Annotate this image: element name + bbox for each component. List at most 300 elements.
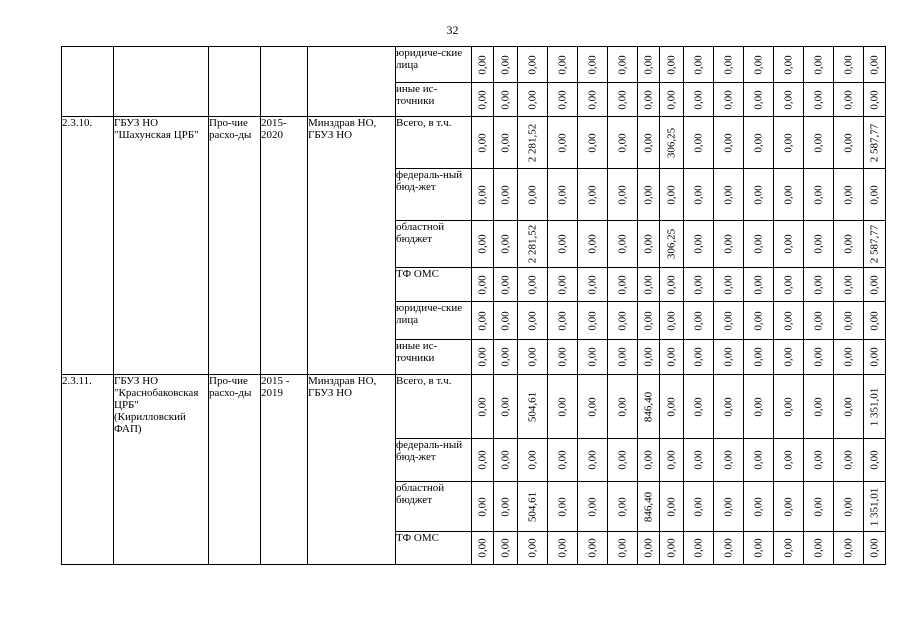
value-text: 0,00 [556, 396, 568, 417]
value-cell [548, 169, 578, 221]
value-cell [518, 117, 548, 169]
value-text: 0,00 [499, 274, 511, 295]
value-text: 0,00 [476, 184, 488, 205]
value-text: 2 281,52 [526, 224, 538, 264]
value-cell [548, 47, 578, 83]
value-text: 0,00 [722, 184, 734, 205]
value-cell [804, 83, 834, 117]
value-cell [864, 302, 886, 340]
value-text: 0,00 [616, 234, 628, 254]
value-cell [494, 340, 518, 375]
value-text: 0,00 [782, 234, 794, 254]
source-cell: юридиче-ские лица [396, 302, 472, 340]
table-row [62, 375, 886, 439]
value-text: 0,00 [556, 450, 568, 470]
value-text: 0,00 [868, 89, 880, 110]
value-cell [548, 268, 578, 302]
value-cell [864, 532, 886, 565]
value-text: 0,00 [476, 538, 488, 558]
value-text: 0,00 [616, 89, 628, 110]
value-cell [714, 83, 744, 117]
value-text: 0,00 [812, 396, 824, 417]
value-text: 0,00 [868, 538, 880, 558]
value-text: 0,00 [752, 310, 764, 331]
value-text: 0,00 [812, 234, 824, 254]
value-text: 0,00 [842, 184, 854, 205]
value-text: 0,00 [782, 496, 794, 517]
value-text: 0,00 [556, 89, 568, 110]
value-text: 0,00 [692, 132, 704, 153]
value-cell [578, 83, 608, 117]
value-cell [494, 439, 518, 482]
value-cell [518, 340, 548, 375]
value-cell [494, 117, 518, 169]
value-cell [834, 268, 864, 302]
value-cell [578, 268, 608, 302]
value-cell [660, 439, 684, 482]
value-text: 0,00 [586, 347, 598, 367]
value-cell [744, 268, 774, 302]
value-cell [864, 439, 886, 482]
value-cell [494, 375, 518, 439]
value-text: 0,00 [586, 89, 598, 110]
value-text: 0,00 [499, 396, 511, 417]
value-text: 0,00 [692, 184, 704, 205]
value-cell [714, 375, 744, 439]
value-text: 0,00 [752, 496, 764, 517]
value-cell [714, 302, 744, 340]
value-cell [608, 439, 638, 482]
source-cell: областной бюджет [396, 482, 472, 532]
value-text: 0,00 [692, 496, 704, 517]
value-cell [804, 117, 834, 169]
value-cell [864, 268, 886, 302]
value-cell [804, 482, 834, 532]
value-text: 0,00 [842, 396, 854, 417]
value-text: 0,00 [812, 310, 824, 331]
value-text: 0,00 [842, 274, 854, 295]
value-cell [660, 169, 684, 221]
value-cell [804, 169, 834, 221]
value-text: 0,00 [556, 538, 568, 558]
value-text: 0,00 [692, 54, 704, 75]
value-cell [548, 117, 578, 169]
value-cell [744, 221, 774, 268]
value-text: 0,00 [665, 347, 677, 367]
value-cell [578, 117, 608, 169]
value-text: 0,00 [476, 496, 488, 517]
value-text: 0,00 [868, 274, 880, 295]
value-cell [638, 169, 660, 221]
value-cell [684, 302, 714, 340]
value-text: 846,40 [642, 391, 654, 422]
value-cell [472, 302, 494, 340]
value-cell [804, 532, 834, 565]
value-text: 0,00 [556, 184, 568, 205]
value-cell [638, 268, 660, 302]
value-cell [684, 47, 714, 83]
value-cell [684, 375, 714, 439]
value-text: 0,00 [526, 538, 538, 558]
value-cell [684, 221, 714, 268]
value-text: 0,00 [476, 234, 488, 254]
executor-cell [308, 47, 396, 117]
value-cell [744, 482, 774, 532]
value-text: 0,00 [556, 496, 568, 517]
value-text: 306,25 [665, 228, 677, 260]
value-text: 0,00 [812, 54, 824, 75]
value-cell [578, 340, 608, 375]
value-cell [472, 169, 494, 221]
value-text: 0,00 [586, 234, 598, 254]
value-text: 0,00 [842, 450, 854, 470]
value-text: 0,00 [642, 538, 654, 558]
value-cell [660, 117, 684, 169]
value-cell [608, 375, 638, 439]
value-text: 0,00 [476, 132, 488, 153]
value-cell [472, 47, 494, 83]
value-cell [804, 268, 834, 302]
value-text: 0,00 [616, 396, 628, 417]
value-cell [804, 221, 834, 268]
value-cell [684, 439, 714, 482]
value-text: 0,00 [499, 132, 511, 153]
value-text: 0,00 [499, 234, 511, 254]
value-cell [518, 532, 548, 565]
value-cell [578, 302, 608, 340]
value-cell [744, 532, 774, 565]
value-text: 0,00 [812, 450, 824, 470]
value-cell [714, 482, 744, 532]
value-text: 0,00 [868, 310, 880, 331]
page-number: 32 [446, 23, 459, 37]
value-cell [660, 302, 684, 340]
value-text: 0,00 [586, 184, 598, 205]
value-cell [518, 268, 548, 302]
value-text: 0,00 [499, 347, 511, 367]
value-cell [518, 83, 548, 117]
executor-cell: Минздрав НО, ГБУЗ НО [308, 117, 396, 375]
value-cell [518, 302, 548, 340]
value-cell [864, 375, 886, 439]
number-cell: 2.3.11. [62, 375, 114, 565]
value-text: 0,00 [665, 396, 677, 417]
value-cell [834, 302, 864, 340]
source-cell: иные ис-точники [396, 83, 472, 117]
value-text: 504,61 [526, 491, 538, 522]
value-cell [684, 117, 714, 169]
value-cell [638, 532, 660, 565]
value-cell [714, 47, 744, 83]
value-cell [472, 268, 494, 302]
source-cell: юридиче-ские лица [396, 47, 472, 83]
value-cell [518, 439, 548, 482]
source-cell: Всего, в т.ч. [396, 375, 472, 439]
value-cell [834, 340, 864, 375]
value-cell [864, 482, 886, 532]
value-cell [608, 47, 638, 83]
value-text: 0,00 [665, 538, 677, 558]
value-cell [834, 482, 864, 532]
value-cell [608, 482, 638, 532]
value-cell [494, 268, 518, 302]
value-cell [864, 169, 886, 221]
number-cell [62, 47, 114, 117]
value-cell [518, 375, 548, 439]
value-text: 0,00 [812, 538, 824, 558]
value-cell [774, 221, 804, 268]
value-text: 0,00 [526, 184, 538, 205]
period-cell: 2015 - 2019 [261, 375, 308, 565]
value-text: 0,00 [556, 234, 568, 254]
value-text: 0,00 [665, 450, 677, 470]
value-text: 0,00 [586, 310, 598, 331]
value-cell [472, 439, 494, 482]
value-cell [638, 439, 660, 482]
value-cell [638, 375, 660, 439]
value-text: 0,00 [616, 538, 628, 558]
value-cell [548, 375, 578, 439]
value-cell [494, 83, 518, 117]
value-cell [638, 117, 660, 169]
value-text: 0,00 [722, 132, 734, 153]
value-cell [744, 47, 774, 83]
value-text: 0,00 [616, 347, 628, 367]
value-cell [714, 169, 744, 221]
value-cell [472, 340, 494, 375]
value-text: 0,00 [586, 54, 598, 75]
value-text: 2 587,77 [868, 224, 880, 264]
expense-type-cell [209, 47, 261, 117]
value-cell [518, 47, 548, 83]
value-cell [774, 340, 804, 375]
value-cell [638, 302, 660, 340]
value-text: 0,00 [586, 496, 598, 517]
value-cell [548, 482, 578, 532]
source-cell: Всего, в т.ч. [396, 117, 472, 169]
value-text: 0,00 [842, 54, 854, 75]
value-text: 0,00 [642, 89, 654, 110]
value-cell [472, 375, 494, 439]
value-text: 0,00 [556, 347, 568, 367]
value-text: 0,00 [476, 89, 488, 110]
value-text: 0,00 [782, 347, 794, 367]
value-text: 0,00 [812, 496, 824, 517]
value-cell [660, 340, 684, 375]
source-cell: федераль-ный бюд-жет [396, 169, 472, 221]
value-cell [578, 439, 608, 482]
value-text: 0,00 [526, 54, 538, 75]
value-text: 0,00 [692, 396, 704, 417]
value-text: 0,00 [526, 310, 538, 331]
value-text: 0,00 [476, 396, 488, 417]
value-text: 0,00 [868, 54, 880, 75]
value-text: 0,00 [868, 184, 880, 205]
value-text: 0,00 [616, 132, 628, 153]
value-text: 0,00 [752, 396, 764, 417]
value-text: 0,00 [526, 89, 538, 110]
value-cell [774, 83, 804, 117]
value-text: 0,00 [476, 450, 488, 470]
value-cell [834, 83, 864, 117]
value-text: 0,00 [642, 450, 654, 470]
value-text: 0,00 [616, 496, 628, 517]
value-text: 0,00 [692, 538, 704, 558]
value-text: 2 587,77 [868, 123, 880, 162]
value-cell [660, 221, 684, 268]
value-text: 0,00 [665, 496, 677, 517]
value-text: 0,00 [665, 89, 677, 110]
value-text: 0,00 [642, 132, 654, 153]
institution-cell [114, 47, 209, 117]
table-row [62, 117, 886, 169]
value-cell [494, 221, 518, 268]
institution-cell: ГБУЗ НО "Шахунская ЦРБ" [114, 117, 209, 375]
value-text: 0,00 [586, 396, 598, 417]
value-cell [684, 169, 714, 221]
value-text: 0,00 [499, 538, 511, 558]
value-cell [714, 340, 744, 375]
value-text: 0,00 [499, 184, 511, 205]
value-text: 0,00 [752, 184, 764, 205]
value-cell [714, 532, 744, 565]
value-cell [608, 268, 638, 302]
value-text: 0,00 [842, 89, 854, 110]
value-text: 0,00 [752, 132, 764, 153]
value-text: 0,00 [476, 347, 488, 367]
value-cell [684, 532, 714, 565]
value-cell [834, 169, 864, 221]
value-text: 0,00 [526, 450, 538, 470]
value-cell [494, 532, 518, 565]
value-text: 0,00 [722, 396, 734, 417]
value-cell [548, 83, 578, 117]
value-text: 0,00 [499, 54, 511, 75]
value-cell [638, 482, 660, 532]
value-text: 0,00 [722, 89, 734, 110]
value-cell [494, 302, 518, 340]
value-text: 0,00 [692, 347, 704, 367]
value-text: 0,00 [722, 347, 734, 367]
value-text: 0,00 [586, 274, 598, 295]
value-cell [608, 169, 638, 221]
value-text: 0,00 [842, 234, 854, 254]
value-cell [548, 439, 578, 482]
value-text: 0,00 [616, 184, 628, 205]
value-text: 0,00 [782, 89, 794, 110]
value-cell [638, 83, 660, 117]
value-text: 0,00 [842, 496, 854, 517]
value-cell [714, 117, 744, 169]
value-cell [864, 221, 886, 268]
expense-type-cell: Про-чие расхо-ды [209, 375, 261, 565]
value-cell [684, 482, 714, 532]
value-cell [744, 169, 774, 221]
value-text: 0,00 [752, 450, 764, 470]
value-cell [494, 482, 518, 532]
value-cell [494, 47, 518, 83]
value-text: 0,00 [476, 274, 488, 295]
value-cell [608, 532, 638, 565]
value-text: 0,00 [476, 54, 488, 75]
value-cell [472, 482, 494, 532]
value-cell [660, 482, 684, 532]
period-cell: 2015-2020 [261, 117, 308, 375]
value-text: 0,00 [722, 450, 734, 470]
value-text: 0,00 [722, 538, 734, 558]
value-cell [744, 117, 774, 169]
value-text: 0,00 [642, 310, 654, 331]
value-cell [774, 169, 804, 221]
value-text: 0,00 [665, 184, 677, 205]
value-text: 0,00 [752, 274, 764, 295]
number-cell: 2.3.10. [62, 117, 114, 375]
value-text: 0,00 [665, 274, 677, 295]
value-cell [714, 439, 744, 482]
value-text: 0,00 [722, 496, 734, 517]
expense-type-cell: Про-чие расхо-ды [209, 117, 261, 375]
source-cell: ТФ ОМС [396, 268, 472, 302]
value-cell [494, 169, 518, 221]
value-cell [864, 47, 886, 83]
value-cell [834, 117, 864, 169]
value-text: 0,00 [692, 89, 704, 110]
institution-cell: ГБУЗ НО "Краснобаковская ЦРБ" (Кирилловский ФАП) [114, 375, 209, 565]
value-text: 0,00 [812, 184, 824, 205]
value-text: 0,00 [665, 54, 677, 75]
value-cell [548, 340, 578, 375]
source-cell: иные ис-точники [396, 340, 472, 375]
value-cell [774, 117, 804, 169]
value-text: 0,00 [782, 132, 794, 153]
value-text: 0,00 [752, 89, 764, 110]
value-cell [744, 375, 774, 439]
value-cell [774, 268, 804, 302]
funding-table [61, 46, 886, 565]
value-text: 0,00 [722, 310, 734, 331]
value-text: 0,00 [782, 450, 794, 470]
value-cell [714, 221, 744, 268]
value-cell [744, 439, 774, 482]
value-text: 0,00 [616, 274, 628, 295]
value-text: 0,00 [616, 310, 628, 331]
value-cell [864, 117, 886, 169]
executor-cell: Минздрав НО, ГБУЗ НО [308, 375, 396, 565]
value-text: 0,00 [722, 54, 734, 75]
value-cell [684, 340, 714, 375]
value-text: 0,00 [868, 347, 880, 367]
value-text: 0,00 [616, 54, 628, 75]
value-text: 0,00 [782, 310, 794, 331]
value-text: 0,00 [642, 347, 654, 367]
value-cell [608, 302, 638, 340]
value-text: 0,00 [782, 54, 794, 75]
value-text: 0,00 [692, 274, 704, 295]
value-text: 0,00 [692, 450, 704, 470]
value-cell [578, 532, 608, 565]
value-cell [684, 268, 714, 302]
value-cell [834, 221, 864, 268]
value-text: 0,00 [782, 538, 794, 558]
value-text: 0,00 [692, 310, 704, 331]
value-text: 0,00 [499, 496, 511, 517]
value-cell [744, 340, 774, 375]
value-text: 0,00 [665, 310, 677, 331]
value-cell [834, 532, 864, 565]
value-cell [804, 375, 834, 439]
value-cell [834, 439, 864, 482]
value-cell [548, 221, 578, 268]
